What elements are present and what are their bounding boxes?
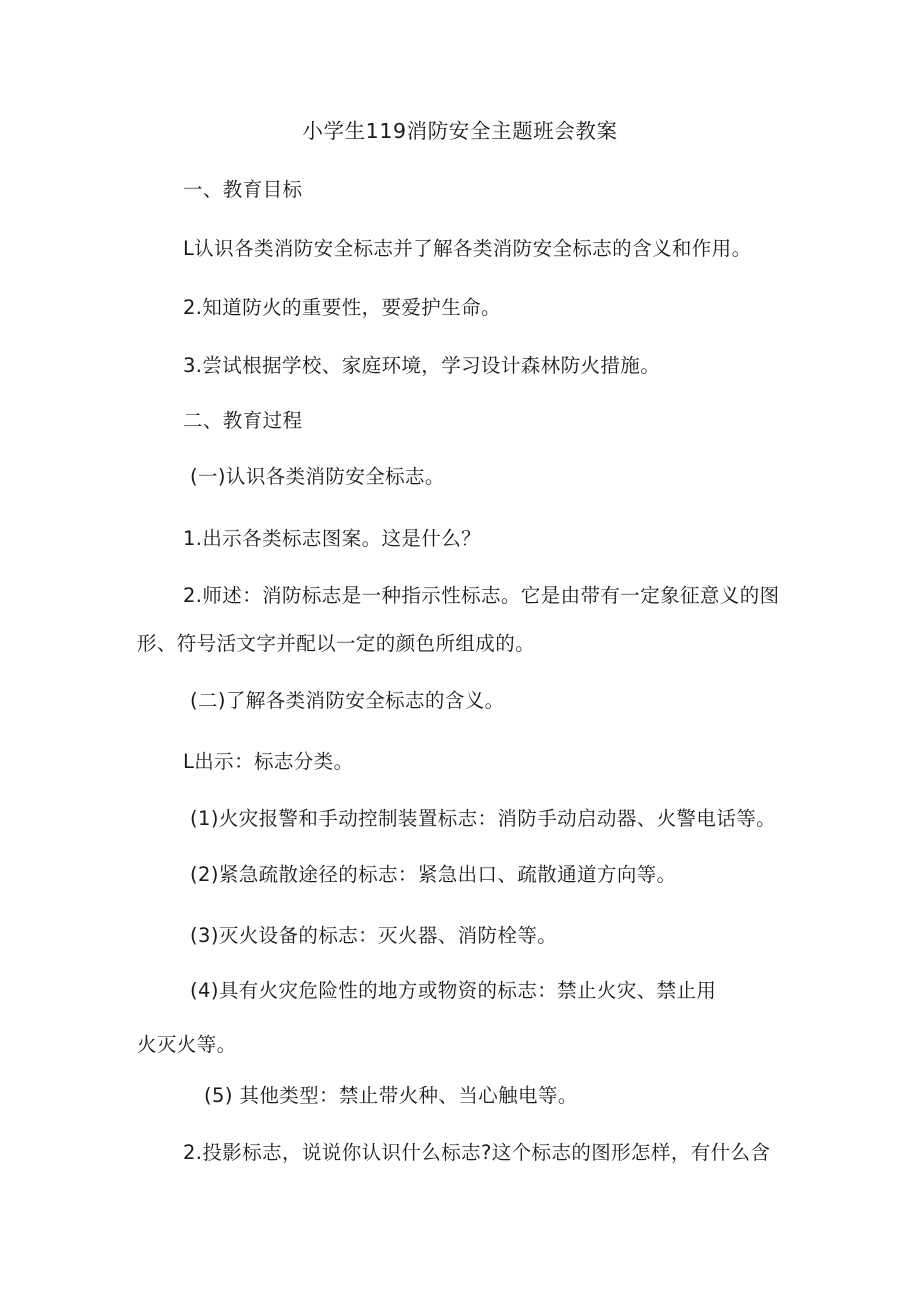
objective-item: L认识各类消防安全标志并了解各类消防安全标志的含义和作用。: [183, 237, 752, 260]
paragraph-line: 形、符号活文字并配以一定的颜色所组成的。: [137, 632, 536, 655]
list-item: (5) 其他类型：禁止带火种、当心触电等。: [204, 1084, 578, 1107]
subsection-heading: (一)认识各类消防安全标志。: [190, 465, 445, 488]
paragraph-line: 1.出示各类标志图案。这是什么？: [183, 527, 482, 550]
section-heading-objectives: 一、教育目标: [183, 178, 303, 201]
subsection-heading: (二)了解各类消防安全标志的含义。: [190, 689, 505, 712]
paragraph-line: 2.师述：消防标志是一种指示性标志。它是由带有一定象征意义的图: [183, 584, 780, 607]
paragraph-line: L出示：标志分类。: [183, 750, 354, 773]
list-item: (3)灭火设备的标志：灭火器、消防栓等。: [190, 924, 558, 947]
list-item: (4)具有火灾危险性的地方或物资的标志：禁止火灾、禁止用: [190, 979, 717, 1002]
objective-item: 3.尝试根据学校、家庭环境，学习设计森林防火措施。: [183, 354, 661, 377]
document-title: 小学生119消防安全主题班会教案: [302, 119, 618, 143]
list-item: (1)火灾报警和手动控制装置标志：消防手动启动器、火警电话等。: [190, 807, 777, 830]
objective-item: 2.知道防火的重要性，要爱护生命。: [183, 296, 501, 319]
list-item: (2)紧急疏散途径的标志：紧急出口、疏散通道方向等。: [190, 863, 677, 886]
list-item-continuation: 火灭火等。: [137, 1033, 237, 1056]
paragraph-line: 2.投影标志，说说你认识什么标志?这个标志的图形怎样，有什么含: [183, 1141, 771, 1164]
section-heading-process: 二、教育过程: [183, 409, 303, 432]
